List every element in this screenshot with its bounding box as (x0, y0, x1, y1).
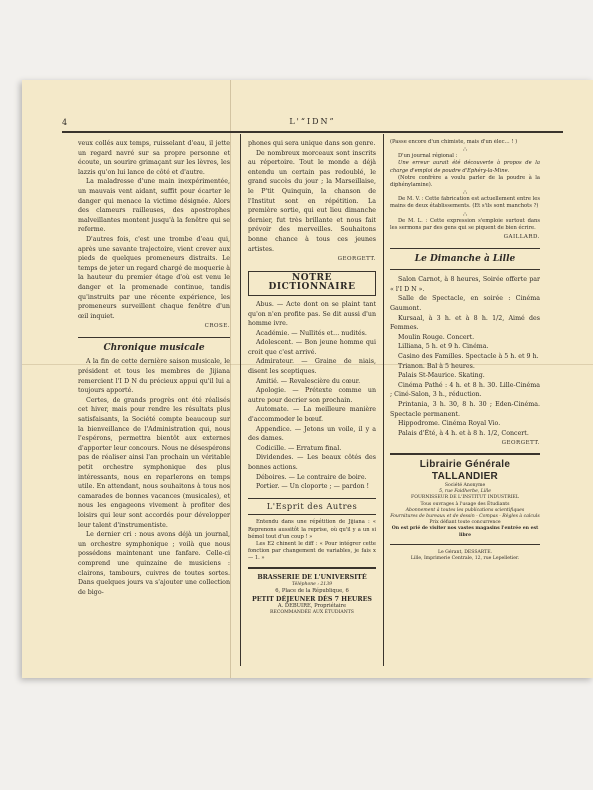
column-rule (240, 134, 241, 666)
column-3 (390, 139, 540, 663)
paragraph: Une erreur aurait été découverte à propos de la charge d'emploi de poudre d'Ephéry-la-Mine. (390, 160, 540, 174)
ad-line: PETIT DÉJEUNER DÈS 7 HEURES (252, 595, 372, 603)
ad-recommendation: RECOMMANDÉE AUX ÉTUDIANTS (270, 610, 354, 615)
definition: Apologie. — Prétexte comme un autre pour decrier son prochain. (248, 387, 376, 404)
column-rule (383, 134, 384, 666)
listing: Kursaal, à 3 h. et à 8 h. 1/2, Aimé des Femmes. (390, 314, 540, 332)
ad-line: On est prié de visiter nos vastes magasins l'entrée en est libre (391, 526, 539, 538)
listing: Printania, 3 h. 30, 8 h. 30 ; Eden-Cinéma. Spectacle permanent. (390, 400, 540, 418)
signature: GAILLARD. (503, 234, 540, 241)
paragraph: phones qui sera unique dans son genre. (248, 140, 376, 147)
listing: Palais d'Été, à 4 h. et à 8 h. 1/2, Concert. (398, 429, 529, 437)
divider (390, 269, 540, 270)
section-title: Chronique musicale (103, 342, 205, 353)
asterism: ∴ (463, 210, 467, 218)
paragraph: Entendu dans une répétition de Jijiana : « Reprenons aussitôt la reprise, où qu'il y a un si bémol tout d'un coup ! » (248, 519, 376, 540)
paragraph: Les E2 chinent le diff : « Pour intégrer cette fonction par changement de variables, je fais x — 1. » (248, 540, 376, 562)
signature: GEORGETT. (337, 256, 376, 263)
listing: Palais St-Maurice. Skating. (398, 372, 485, 380)
definition: Appendice. — Jetons un voile, il y a des dames. (248, 425, 376, 443)
column-2 (248, 139, 376, 663)
definition: Codicille. — Erratum final. (256, 444, 342, 452)
paragraph: De M. V. : Cette fabrication est actuellement entre les mains de deux établissements. (Et s'ils sont manchots ?) (390, 196, 540, 210)
fold-line (230, 80, 231, 678)
paragraph: D'autres fois, c'est une trombe d'eau qui, après une savante trajectoire, vient crever aux pieds de quelques promeneurs distraits. Le temps de jeter un regard chargé de moquerie à la hauteur du premier étage d'où est venu le danger et la promenade continue, tandis qu'instruits par une récente expérience, les promeneurs surveillent chaque fenêtre d'un œil inquiet. (78, 235, 230, 320)
ad-line: FOURNISSEUR DE L'INSTITUT INDUSTRIEL (411, 495, 519, 501)
definition: Adolescent. — Bon jeune homme qui croit que c'est arrivé. (248, 339, 376, 356)
listing: Salon Carnot, à 8 heures, Soirée offerte par « l'I D N ». (390, 276, 540, 293)
definition: Amitié. — Revalescière du cœur. (256, 377, 361, 385)
paragraph: (Passe encore d'un chimiste, mais d'un élec… ! ) (390, 139, 518, 145)
ad-phone: Téléphone : 2139 (291, 582, 333, 588)
paragraph: veux collés aux temps, ruisselant d'eau, il jette un regard navré sur sa propre personne et écoute, un sourire grimaçant sur les lèvres, les lazzis qu'on lui lance de côté et d'autre. (78, 140, 230, 176)
paragraph: La maladresse d'une main inexpérimentée, un mauvais vent aidant, suffit pour écarter le danger qui menace la victime désignée. Alors des clameurs railleuses, des apostrophes malveillantes montent jusqu'à la fenêtre qui se referme. (78, 178, 230, 234)
listing: Lilliana, 5 h. et 9 h. Cinéma. (398, 343, 489, 351)
signature: GEORGETT. (501, 440, 540, 447)
listing: Casino des Familles. Spectacle à 5 h. et 9 h. (398, 352, 539, 360)
definition: Abus. — Acte dont on se plaint tant qu'on n'en profite pas. Se dit aussi d'un homme ivre. (248, 300, 376, 328)
esprit-title: L'Esprit des Autres (248, 498, 376, 516)
section-title: Le Dimanche à Lille (414, 253, 516, 264)
definition: Dividendes. — Les beaux côtés des bonnes actions. (248, 454, 376, 471)
ad-title: BRASSERIE DE L'UNIVERSITÉ (257, 573, 367, 581)
paragraph: De M. L. : Cette expression s'emploie surtout dans les sermons par des gens qui se piquent de bien écrire. (390, 217, 540, 231)
gerant-line: Le Gérant, DESSARTE. (437, 549, 493, 555)
divider (248, 567, 376, 569)
ad-owner: A. DEBUIRE, Propriétaire (277, 602, 347, 609)
divider (390, 248, 540, 249)
definition: Admirateur. — Graine de niais, disent les sceptiques. (248, 358, 376, 376)
ad-line: Fournitures de bureaux et de dessin - Compas - Règles à calculs (390, 513, 540, 519)
page-number: 4 (62, 118, 68, 127)
paragraph: A la fin de cette dernière saison musicale, le président et tous les membres de Jijiana remercient l'I D N du précieux appui qu'il lui a toujours apporté. (78, 358, 230, 395)
ad-line: Prix défiant toute concurrence (429, 520, 501, 526)
ad-line: Abonnement à toutes les publications scientifiques (405, 507, 525, 513)
signature: CROSE. (204, 323, 230, 330)
listing: Hippodrome. Cinéma Royal Vio. (398, 420, 501, 428)
divider (390, 453, 540, 455)
ad-line: Tous ouvrages à l'usage des Étudiants (420, 501, 510, 507)
paragraph: Certes, de grands progrès ont été réalisés cet hiver, mais pour rendre les résultats plus satisfaisants, la Société compte beaucoup sur la bienveillance de l'Administration qui, nous l'espérons, permettra bientôt aux externes d'apporter leur concours. Nous ne désespérons pas de réaliser ainsi l'an prochain un véritable petit orchestre symphonique des plus intéressants, nous en reparlerons en temps utile. En attendant, nous souhaitons à tous nos camarades de bonnes vacances (musicales), et nous les engageons vivement à profiter des loisirs qui leur sont accordés pour développer leur talent d'instrumentiste. (78, 396, 230, 529)
ad-line: 5, rue Faidherbe, Lille (439, 489, 491, 495)
page-header (62, 117, 563, 133)
paragraph: Le dernier cri : nous avons déjà un journal, un orchestre symphonique ; voilà que nous possédons maintenant une fanfare. Celle-ci comprend une quinzaine de musiciens : clairons, tambours, cuivres de toutes sortes. Dans quelques jours va s'ajouter une collection de bigo- (78, 531, 230, 596)
listing: Salle de Spectacle, en soirée : Cinéma Gaumont. (390, 295, 540, 312)
definition: Automate. — La meilleure manière d'accommoder le bœuf. (248, 406, 376, 424)
divider (390, 544, 540, 545)
dictionary-title: NOTRE DICTIONNAIRE (248, 271, 376, 296)
ad-address: 6, Place de la République, 6 (275, 588, 349, 595)
ad-line: Société Anonyme (444, 482, 486, 488)
divider (78, 337, 230, 338)
paragraph: De nombreux morceaux sont inscrits au répertoire. Tout le monde a déjà entendu un certain pas redoublé, le grand succès du jour ; la Marseillaise, le P'tit Quinquin, la chanson de l'Institut sont en répétition. La première sortie, qui eut lieu dimanche dernier, fut très brillante et nous fait prévoir des merveilles. Souhaitons bonne chance à tous ces jeunes artistes. (248, 149, 376, 253)
printer-line: Lille, Imprimerie Centrale, 12, rue Lepelletier. (410, 555, 520, 561)
listing: Cinéma Pathé : 4 h. et 8 h. 30. Lille-Cinéma ; Ciné-Salon, 3 h., réduction. (390, 381, 540, 399)
definition: Portier. — Un cloporte ; — pardon ! (256, 483, 370, 491)
listing: Moulin Rouge. Concert. (398, 333, 475, 341)
definition: Académie. — Nullités et… nudités. (256, 329, 367, 337)
definition: Déboires. — Le contraire de boire. (256, 473, 367, 481)
paragraph: (Notre confrère a voulu parler de la poudre à la diphénylamine). (390, 174, 540, 189)
asterism: ∴ (463, 146, 467, 154)
column-1 (78, 139, 230, 663)
asterism: ∴ (463, 189, 467, 197)
paragraph: D'un journal régional : (398, 153, 458, 160)
bookstore-ad-title: Librairie Générale TALLANDIER (419, 458, 511, 482)
journal-title: L'“IDN” (289, 117, 336, 126)
listing: Trianon. Bal à 5 heures. (398, 362, 475, 370)
